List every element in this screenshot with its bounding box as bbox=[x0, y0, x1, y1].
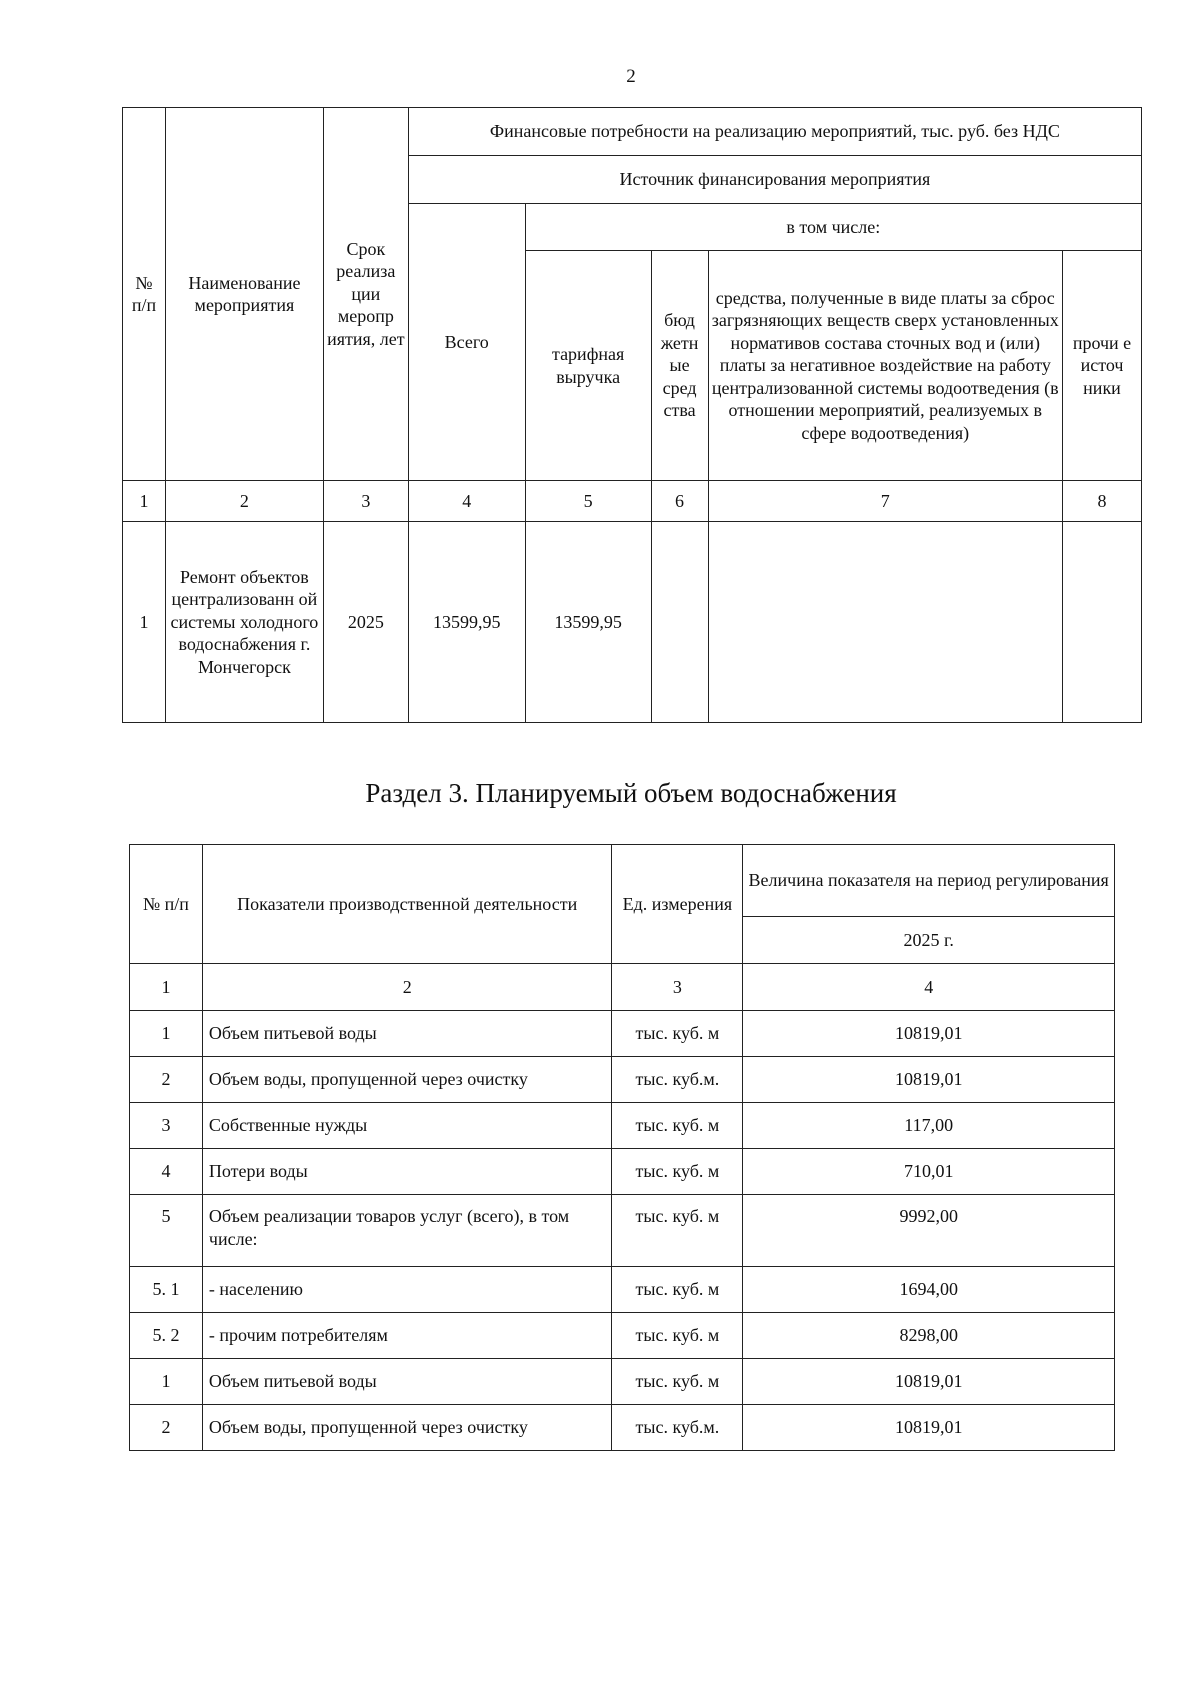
header-total: Всего bbox=[408, 204, 525, 481]
row-unit: тыс. куб. м bbox=[612, 1359, 743, 1405]
row-unit: тыс. куб. м bbox=[612, 1011, 743, 1057]
row-value: 10819,01 bbox=[743, 1011, 1115, 1057]
page-number: 2 bbox=[626, 66, 636, 87]
row-value: 10819,01 bbox=[743, 1405, 1115, 1451]
table-row bbox=[130, 1057, 1115, 1103]
header-including: в том числе: bbox=[525, 204, 1141, 251]
row-indicator: Собственные нужды bbox=[202, 1103, 612, 1149]
header-name: Наименование мероприятия bbox=[165, 108, 323, 481]
table-row bbox=[130, 1267, 1115, 1313]
row-indicator: Потери воды bbox=[202, 1149, 612, 1195]
row-unit: тыс. куб. м bbox=[612, 1267, 743, 1313]
row-indicator: Объем питьевой воды bbox=[202, 1359, 612, 1405]
row-total: 13599,95 bbox=[408, 522, 525, 723]
colnum-2: 2 bbox=[202, 964, 612, 1011]
table-row bbox=[130, 1103, 1115, 1149]
header-unit: Ед. измерения bbox=[612, 845, 743, 964]
colnum-6: 6 bbox=[651, 481, 708, 522]
row-value: 1694,00 bbox=[743, 1267, 1115, 1313]
financing-table bbox=[122, 107, 1142, 723]
row-unit: тыс. куб. м bbox=[612, 1149, 743, 1195]
colnum-8: 8 bbox=[1063, 481, 1142, 522]
row-term: 2025 bbox=[323, 522, 408, 723]
colnum-4: 4 bbox=[408, 481, 525, 522]
header-budget: бюд жетн ые сред ства bbox=[651, 251, 708, 481]
colnum-1: 1 bbox=[123, 481, 166, 522]
colnum-1: 1 bbox=[130, 964, 203, 1011]
row-num: 5 bbox=[130, 1195, 203, 1267]
colnum-4: 4 bbox=[743, 964, 1115, 1011]
row-num: 5. 2 bbox=[130, 1313, 203, 1359]
colnum-3: 3 bbox=[323, 481, 408, 522]
row-other bbox=[1063, 522, 1142, 723]
row-num: 1 bbox=[130, 1359, 203, 1405]
row-indicator: Объем реализации товаров услуг (всего), в том числе: bbox=[202, 1195, 612, 1267]
row-num: 1 bbox=[123, 522, 166, 723]
row-indicator: Объем воды, пропущенной через очистку bbox=[202, 1405, 612, 1451]
row-unit: тыс. куб. м bbox=[612, 1195, 743, 1267]
table-row bbox=[130, 1149, 1115, 1195]
header-other: прочи е источ ники bbox=[1063, 251, 1142, 481]
row-unit: тыс. куб.м. bbox=[612, 1405, 743, 1451]
header-term: Срок реализа ции меропр иятия, лет bbox=[323, 108, 408, 481]
row-num: 4 bbox=[130, 1149, 203, 1195]
row-value: 9992,00 bbox=[743, 1195, 1115, 1267]
table-row bbox=[130, 1405, 1115, 1451]
colnum-7: 7 bbox=[708, 481, 1062, 522]
table-row bbox=[130, 1313, 1115, 1359]
row-value: 10819,01 bbox=[743, 1057, 1115, 1103]
colnum-5: 5 bbox=[525, 481, 651, 522]
row-value: 710,01 bbox=[743, 1149, 1115, 1195]
row-indicator: - прочим потребителям bbox=[202, 1313, 612, 1359]
table-row bbox=[130, 1011, 1115, 1057]
header-source: Источник финансирования мероприятия bbox=[408, 156, 1141, 204]
header-num: № п/п bbox=[130, 845, 203, 964]
header-indicator: Показатели производственной деятельности bbox=[202, 845, 612, 964]
table-row bbox=[130, 1195, 1115, 1267]
table-row bbox=[130, 1359, 1115, 1405]
row-indicator: Объем воды, пропущенной через очистку bbox=[202, 1057, 612, 1103]
row-unit: тыс. куб. м bbox=[612, 1313, 743, 1359]
row-value: 117,00 bbox=[743, 1103, 1115, 1149]
row-num: 2 bbox=[130, 1405, 203, 1451]
table-row bbox=[123, 522, 1142, 723]
row-num: 5. 1 bbox=[130, 1267, 203, 1313]
colnum-2: 2 bbox=[165, 481, 323, 522]
header-fees: средства, полученные в виде платы за сброс загрязняющих веществ сверх установленных нормативов состава сточных вод и (или) платы за негативное воздействие на работу централизованной системы водоотведения (в отношении мероприятий, реализуемых в сфере водоотведения) bbox=[708, 251, 1062, 481]
row-value: 10819,01 bbox=[743, 1359, 1115, 1405]
row-indicator: Объем питьевой воды bbox=[202, 1011, 612, 1057]
row-num: 3 bbox=[130, 1103, 203, 1149]
row-unit: тыс. куб.м. bbox=[612, 1057, 743, 1103]
row-fees bbox=[708, 522, 1062, 723]
water-supply-table bbox=[129, 844, 1115, 1451]
row-num: 2 bbox=[130, 1057, 203, 1103]
header-year: 2025 г. bbox=[743, 917, 1115, 964]
section-title: Раздел 3. Планируемый объем водоснабжения bbox=[365, 778, 897, 808]
row-value: 8298,00 bbox=[743, 1313, 1115, 1359]
header-value: Величина показателя на период регулирования bbox=[743, 845, 1115, 917]
header-finance: Финансовые потребности на реализацию мероприятий, тыс. руб. без НДС bbox=[408, 108, 1141, 156]
row-budget bbox=[651, 522, 708, 723]
row-name: Ремонт объектов централизованн ой системы холодного водоснабжения г. Мончегорск bbox=[165, 522, 323, 723]
row-num: 1 bbox=[130, 1011, 203, 1057]
row-unit: тыс. куб. м bbox=[612, 1103, 743, 1149]
colnum-3: 3 bbox=[612, 964, 743, 1011]
row-tariff: 13599,95 bbox=[525, 522, 651, 723]
header-num: № п/п bbox=[123, 108, 166, 481]
row-indicator: - населению bbox=[202, 1267, 612, 1313]
header-tariff: тарифная выручка bbox=[525, 251, 651, 481]
